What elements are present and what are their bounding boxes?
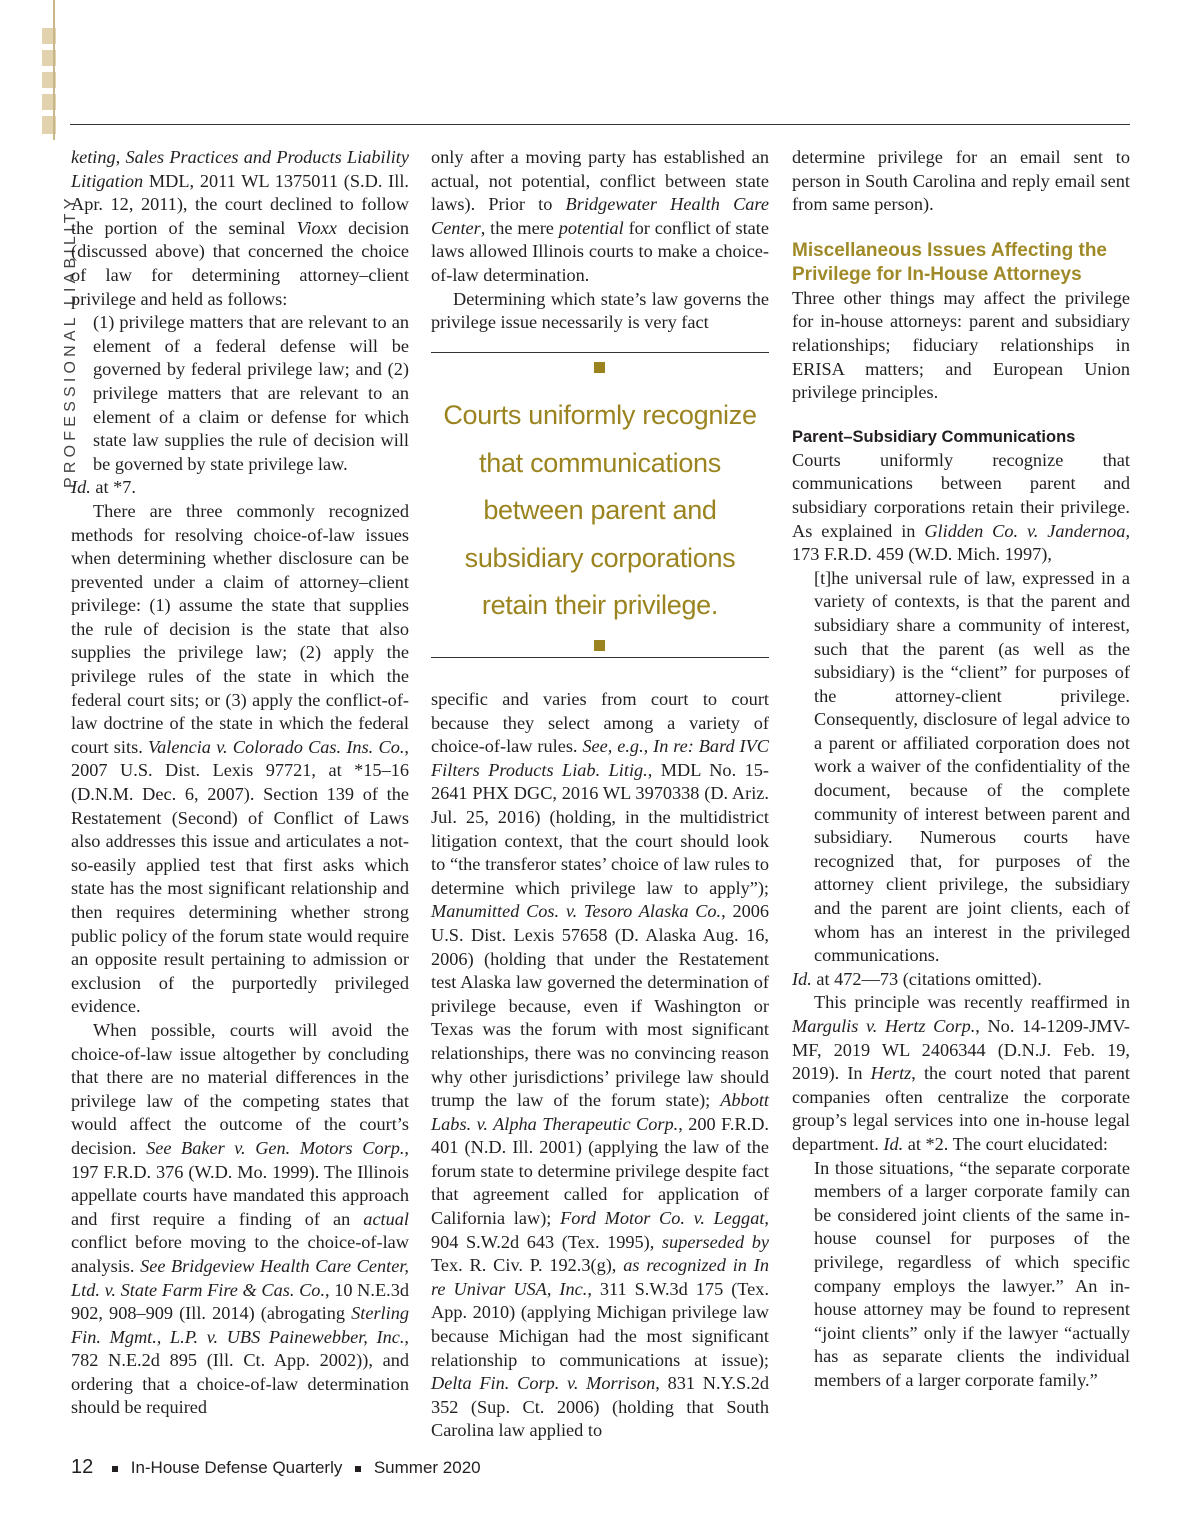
paragraph: Determining which state’s law governs the privilege issue necessarily is very fact: [431, 288, 769, 333]
subsection-heading: Parent–Subsidiary Communications: [792, 427, 1076, 446]
paragraph: Three other things may affect the privilege for in-house attorneys: parent and subsidiary relationships; fiduciary relationships in ERISA matters; and European Union privilege principles.: [792, 287, 1130, 403]
page-footer: [71, 1456, 481, 1479]
pull-quote-rule: [431, 352, 769, 353]
pull-quote-rule: [431, 657, 769, 658]
footer-square-icon: [112, 1466, 118, 1472]
pull-quote-square-icon: [594, 362, 605, 373]
paragraph: only after a moving party has established an actual, not potential, conflict between state laws). Prior to Bridgewater Health Care Center, the mere potential for conflict of state laws allowed Illinois courts to make a choice-of-law determination.: [431, 147, 769, 285]
citation: Id. at *7.: [71, 477, 136, 498]
citation: Id. at 472—73 (citations omitted).: [792, 968, 1042, 989]
block-quote: (1) privilege matters that are relevant to an element of a federal defense will be governed by federal privilege law; and (2) privilege matters that are relevant to an element of a claim or defense for which state law supplies the rule of decision will be governed by state privilege law.: [93, 312, 409, 474]
paragraph: keting, Sales Practices and Products Liability Litigation MDL, 2011 WL 1375011 (S.D. Ill. Apr. 12, 2011), the court declined to follow the portion of the seminal Vioxx decision (discussed above) that concerned the choice of law for determining attorney–client privilege and held as follows:: [71, 147, 410, 309]
pull-quote: [431, 352, 769, 658]
issue-date: Summer 2020: [373, 1458, 481, 1477]
column-3: [792, 146, 1130, 1393]
section-heading: Miscellaneous Issues Affecting the Privilege for In-House Attorneys: [792, 239, 1107, 285]
block-quote: In those situations, “the separate corporate members of a larger corporate family can be considered joint clients of the same in-house counsel for purposes of the privilege, regardless of which specific company employs the lawyer.” An in-house attorney may be found to represent “joint clients” only if the lawyer “actually has as separate clients the individual members of a larger corporate family.”: [814, 1157, 1130, 1390]
section-label: PROFESSIONAL LIABILITY: [62, 194, 79, 488]
paragraph: determine privilege for an email sent to person in South Carolina and reply email sent from same person).: [792, 147, 1130, 215]
column-2-bottom: [431, 688, 769, 1443]
block-quote: [t]he universal rule of law, expressed in a variety of contexts, is that the parent and subsidiary share a community of interest, such that the parent (as well as the subsidiary) is the “client” for purposes of the attorney-client privilege. Consequently, disclosure of legal advice to a parent or affiliated corporation does not work a waiver of the confidentiality of the document, because of the complete community of interest between parent and subsidiary. Numerous courts have recognized that, for purposes of the attorney client privilege, the subsidiary and the parent are joint clients, each of whom has an interest in the privileged communications.: [814, 567, 1130, 966]
pull-quote-text: Courts uniformly recognize that communications between parent and subsidiary corporations retain their privilege.: [443, 400, 757, 620]
column-1: [71, 146, 409, 1420]
column-2-top: [431, 146, 769, 335]
paragraph: This principle was recently reaffirmed in Margulis v. Hertz Corp., No. 14-1209-JMV-MF, 2019 WL 2406344 (D.N.J. Feb. 19, 2019). In Hertz, the court noted that parent companies often centralize the corporate group’s legal services into one in-house legal department. Id. at *2. The court elucidated:: [792, 992, 1130, 1154]
page-number: 12: [71, 1456, 94, 1478]
pull-quote-square-icon: [594, 640, 605, 651]
paragraph: specific and varies from court to court because they select among a variety of choice-of-law rules. See, e.g., In re: Bard IVC Filters Products Liab. Litig., MDL No. 15-2641 PHX DGC, 2016 WL 3970338 (D. Ariz. Jul. 25, 2016) (holding, in the multidistrict litigation context, that the court should look to “the transferor states’ choice of law rules to determine which privilege law to apply”); Manumitted Cos. v. Tesoro Alaska Co., 2006 U.S. Dist. Lexis 57658 (D. Alaska Aug. 16, 2006) (holding that under the Restatement test Alaska law governed the determination of privilege because, even if Washington or Texas was the forum with most significant relationships, there was no convincing reason why other jurisdictions’ privilege law should trump the law of the forum state); Abbott Labs. v. Alpha Therapeutic Corp., 200 F.R.D. 401 (N.D. Ill. 2001) (applying the law of the forum state to determine privilege despite fact that agreement called for application of California law); Ford Motor Co. v. Leggat, 904 S.W.2d 643 (Tex. 1995), superseded by Tex. R. Civ. P. 192.3(g), as recognized in In re Univar USA, Inc., 311 S.W.3d 175 (Tex. App. 2010) (applying Michigan privilege law because Michigan had the most significant relationship to communications at issue); Delta Fin. Corp. v. Morrison, 831 N.Y.S.2d 352 (Sup. Ct. 2006) (holding that South Carolina law applied to: [431, 689, 770, 1441]
paragraph: When possible, courts will avoid the choice-of-law issue altogether by concluding that there are no material differences in the privilege law of the competing states that would affect the outcome of the court’s decision. See Baker v. Gen. Motors Corp., 197 F.R.D. 376 (W.D. Mo. 1999). The Illinois appellate courts have mandated this approach and first require a finding of an actual conflict before moving to the choice-of-law analysis. See Bridgeview Health Care Center, Ltd. v. State Farm Fire & Cas. Co., 10 N.E.3d 902, 908–909 (Ill. 2014) (abrogating Sterling Fin. Mgmt., L.P. v. UBS Painewebber, Inc., 782 N.E.2d 895 (Ill. Ct. App. 2002)), and ordering that a choice-of-law determination should be required: [71, 1019, 409, 1418]
rail-line: [53, 0, 55, 140]
paragraph: There are three commonly recognized methods for resolving choice-of-law issues when determining whether disclosure can be prevented under a claim of attorney–client privilege: (1) assume the state that supplies the rule of decision is the state that also supplies the privilege law; (2) apply the privilege rules of the state in which the federal court sits; or (3) apply the conflict-of-law doctrine of the state in which the federal court sits. Valencia v. Colorado Cas. Ins. Co., 2007 U.S. Dist. Lexis 97721, at *15–16 (D.N.M. Dec. 6, 2007). Section 139 of the Restatement (Second) of Conflict of Laws also addresses this issue and articulates a not-so-easily applied test that first asks which state has the most significant relationship and then requires determining whether strong public policy of the forum state would require an opposite result pertaining to admission or exclusion of the purportedly privileged evidence.: [71, 500, 409, 1017]
top-rule: [70, 124, 1130, 125]
paragraph: Courts uniformly recognize that communications between parent and subsidiary corporations retain their privilege. As explained in Glidden Co. v. Jandernoa, 173 F.R.D. 459 (W.D. Mich. 1997),: [792, 449, 1131, 565]
publication-name: In-House Defense Quarterly: [130, 1458, 343, 1477]
footer-square-icon: [355, 1466, 361, 1472]
